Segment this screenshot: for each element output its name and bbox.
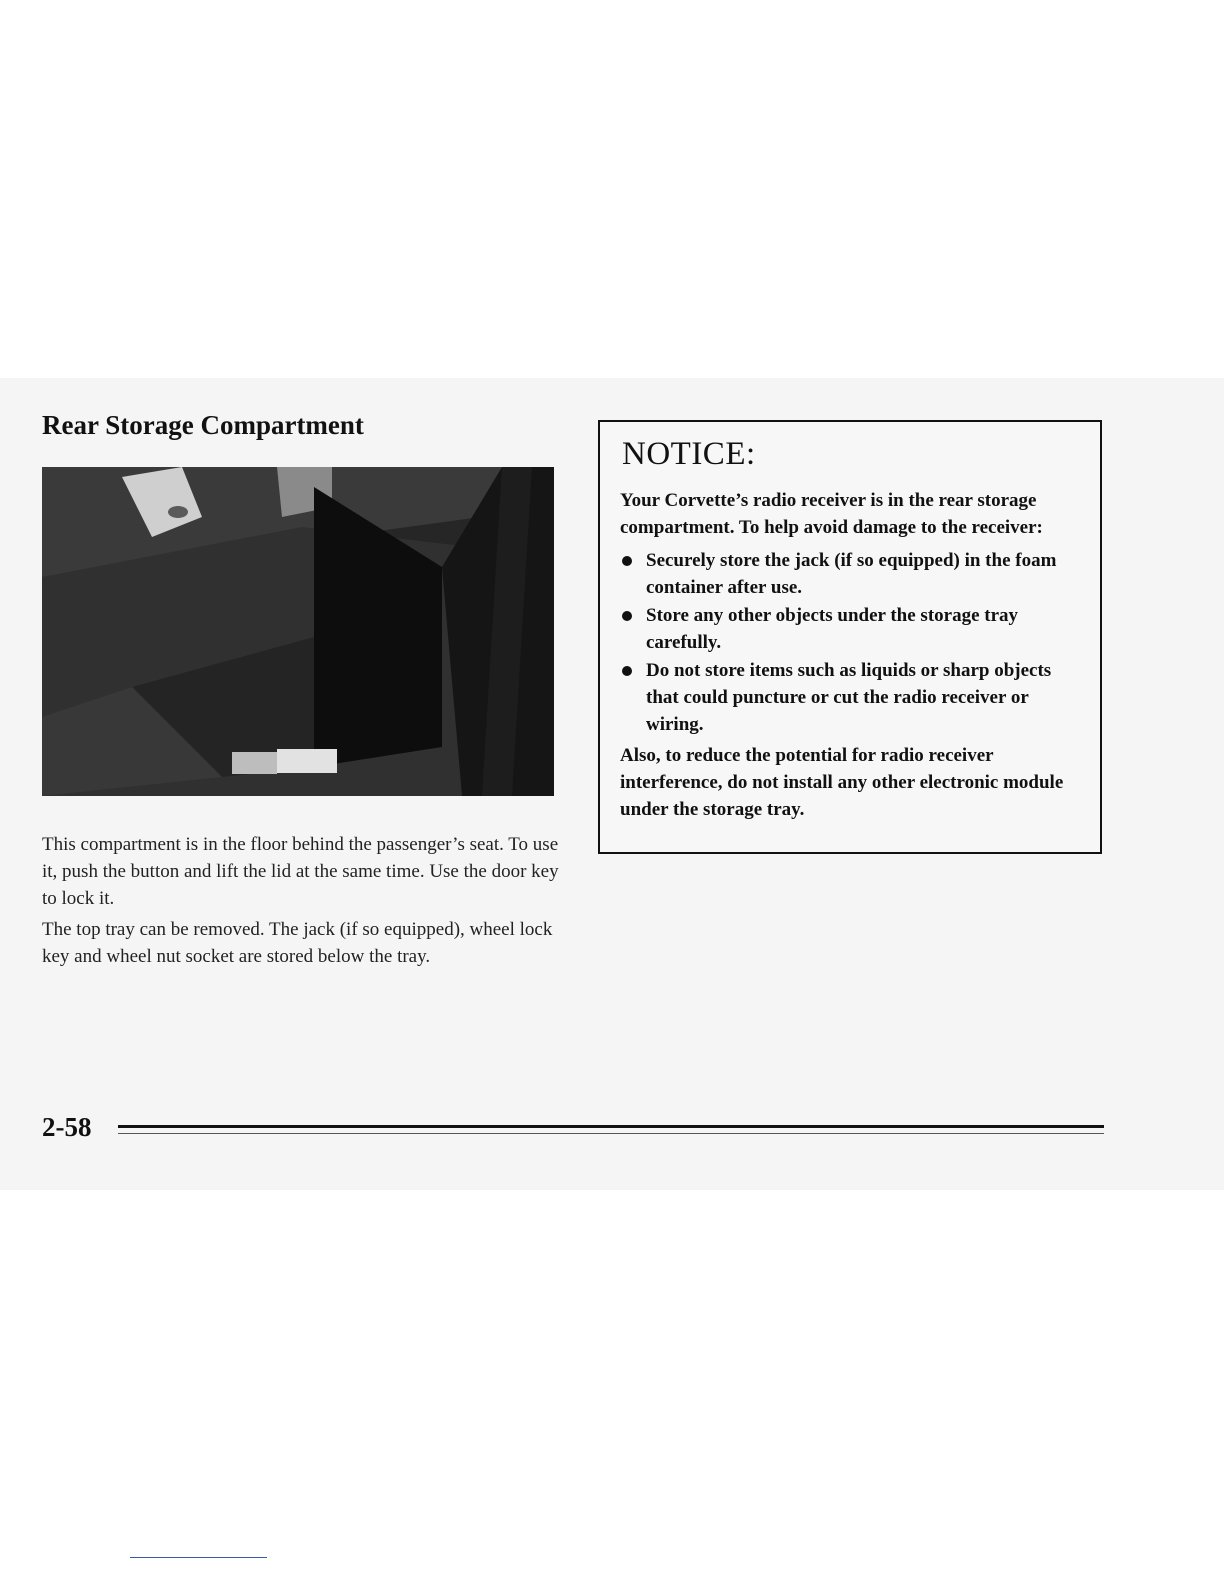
notice-list-item bbox=[620, 657, 1080, 738]
notice-intro: Your Corvette’s radio receiver is in the rear storage compartment. To help avoid damage to the receiver: bbox=[620, 490, 1043, 538]
storage-compartment-photo bbox=[42, 467, 554, 796]
notice-list-item bbox=[620, 602, 1080, 656]
notice-list-item-text: Store any other objects under the storage tray carefully. bbox=[646, 605, 1019, 653]
notice-list-item-text: Securely store the jack (if so equipped) in the foam container after use. bbox=[646, 550, 1057, 598]
footer-rule bbox=[118, 1125, 1104, 1128]
bullet-icon bbox=[622, 611, 632, 621]
footer-rule-thin bbox=[118, 1133, 1104, 1134]
section-title: Rear Storage Compartment bbox=[42, 410, 364, 440]
divider-line bbox=[130, 1557, 267, 1558]
page-number: 2-58 bbox=[42, 1112, 92, 1142]
bullet-icon bbox=[622, 666, 632, 676]
notice-list-item bbox=[620, 547, 1080, 601]
notice-list-item-text: Do not store items such as liquids or sharp objects that could puncture or cut the radio receiver or wiring. bbox=[646, 660, 1052, 735]
notice-outro: Also, to reduce the potential for radio receiver interference, do not install any other electronic module under the storage tray. bbox=[620, 745, 1064, 820]
bullet-icon bbox=[622, 556, 632, 566]
body-paragraph: The top tray can be removed. The jack (if so equipped), wheel lock key and wheel nut socket are stored below the tray. bbox=[42, 919, 553, 967]
notice-list bbox=[620, 547, 1080, 738]
notice-heading: NOTICE: bbox=[622, 436, 756, 472]
body-paragraph: This compartment is in the floor behind the passenger’s seat. To use it, push the button and lift the lid at the same time. Use the door key to lock it. bbox=[42, 834, 559, 909]
notice-box bbox=[598, 420, 1102, 854]
